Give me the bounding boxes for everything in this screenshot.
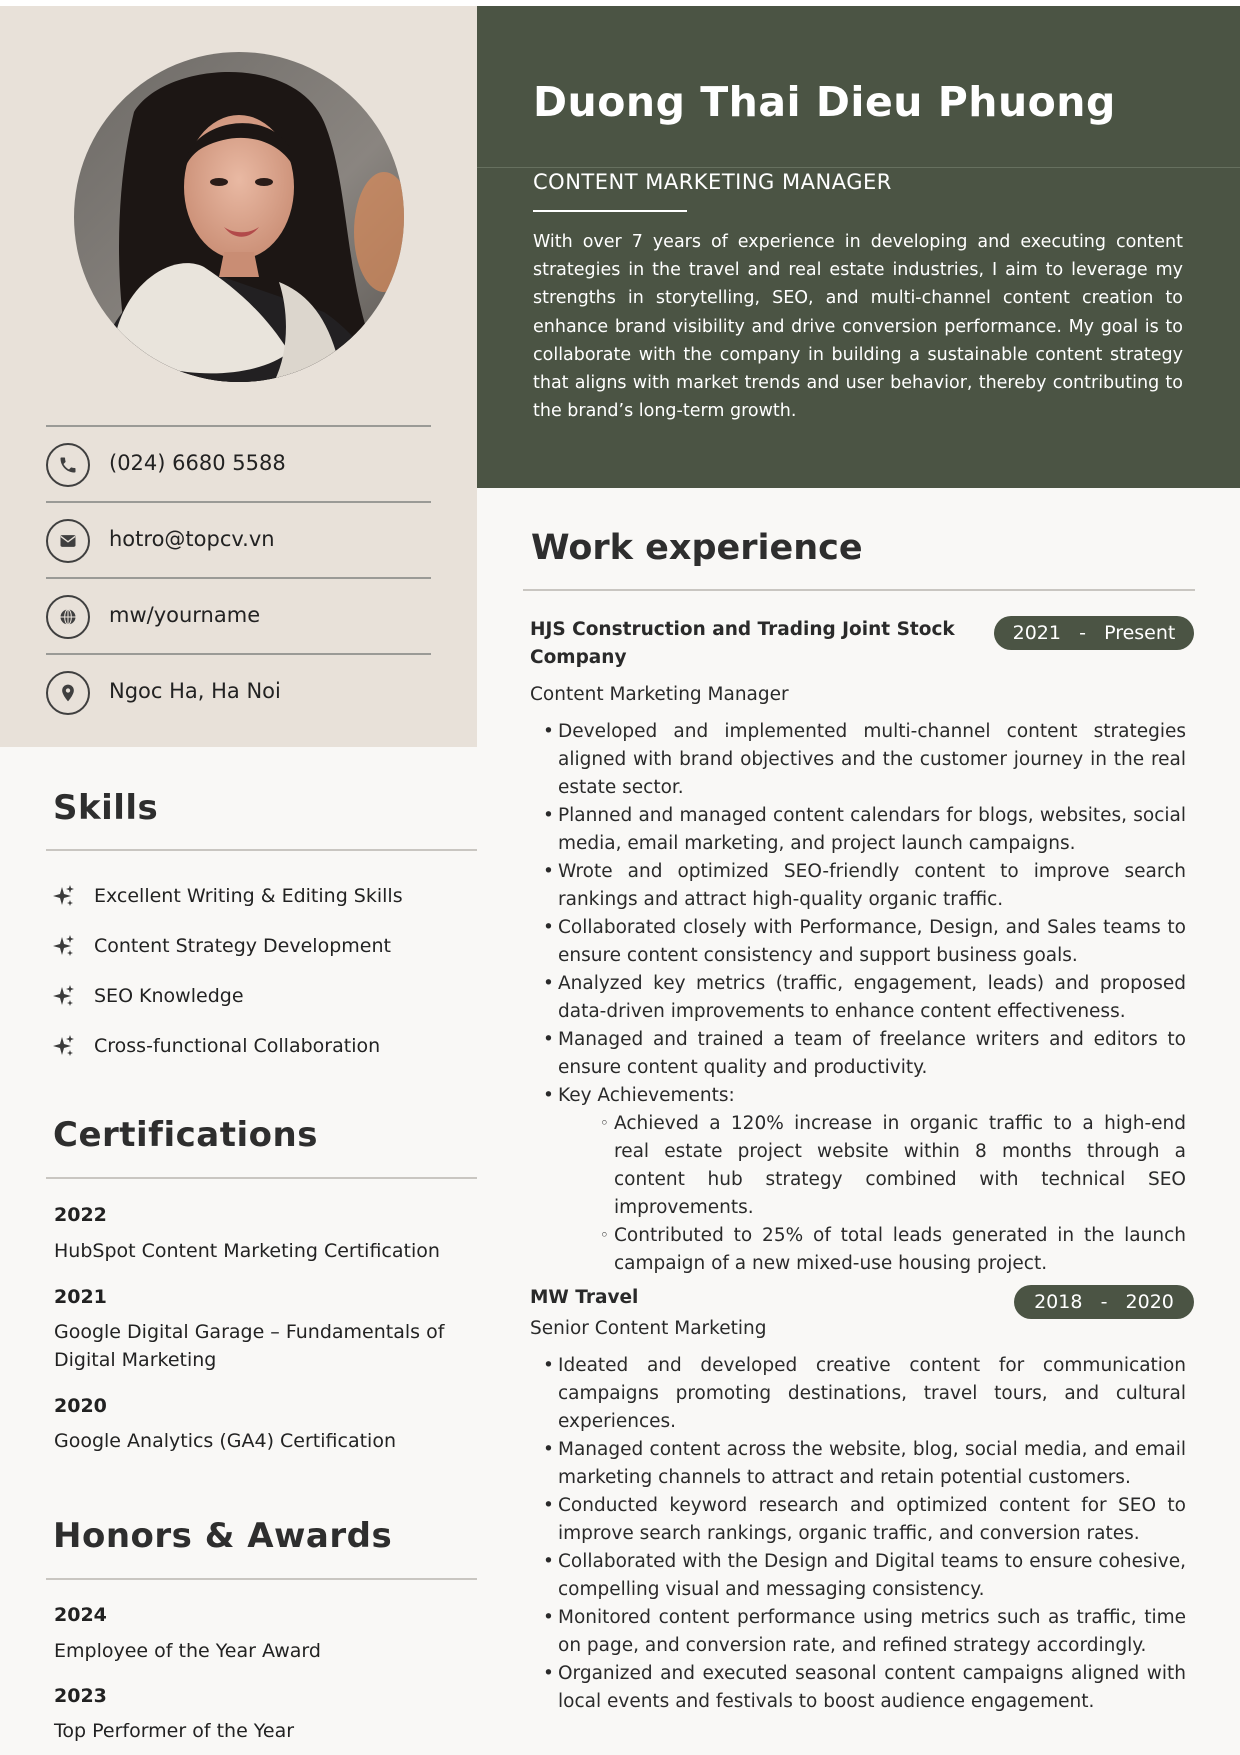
contact-list xyxy=(46,425,431,729)
header-panel xyxy=(477,6,1240,488)
skill-label: Excellent Writing & Editing Skills xyxy=(94,885,403,907)
job-responsibilities-list xyxy=(558,1352,1186,1716)
responsibility-item: • Planned and managed content calendars for blogs, websites, social media, email marketing, and project launch campaigns. xyxy=(558,802,1186,858)
phone-icon xyxy=(46,443,90,487)
work-experience-heading: Work experience xyxy=(531,528,863,568)
certification-name: Google Digital Garage – Fundamentals of Digital Marketing xyxy=(54,1321,445,1371)
certification-year: 2021 xyxy=(54,1286,107,1308)
skill-item xyxy=(50,1031,380,1061)
skill-item xyxy=(50,881,403,911)
job-responsibilities-list xyxy=(558,718,1186,1278)
job-title: Content Marketing Manager xyxy=(530,684,789,705)
skill-item xyxy=(50,981,244,1011)
job-period-badge: 2018 - 2020 xyxy=(1014,1285,1194,1319)
award-year: 2024 xyxy=(54,1604,107,1626)
awards-heading: Honors & Awards xyxy=(53,1516,393,1556)
job-company: MW Travel xyxy=(530,1287,639,1308)
responsibility-item: • Ideated and developed creative content for communication campaigns promoting destinations, travel tours, and cultural experiences. xyxy=(558,1352,1186,1436)
candidate-name: Duong Thai Dieu Phuong xyxy=(533,78,1116,126)
resume-page xyxy=(0,6,1240,1755)
contact-phone xyxy=(46,425,431,501)
key-achievements-item xyxy=(558,1082,1186,1278)
sparkle-icon xyxy=(50,1033,76,1059)
envelope-icon xyxy=(46,519,90,563)
skill-label: Cross-functional Collaboration xyxy=(94,1035,381,1057)
name-divider xyxy=(477,167,1240,168)
contact-address-text: Ngoc Ha, Ha Noi xyxy=(109,679,281,703)
achievement-item: ◦ Achieved a 120% increase in organic traffic to a high-end real estate project website within 8 months through a content hub strategy combined with technical SEO improvements. xyxy=(614,1110,1186,1222)
skills-divider xyxy=(46,849,477,851)
job-period-badge: 2021 - Present xyxy=(994,616,1194,650)
sparkle-icon xyxy=(50,883,76,909)
achievements-list xyxy=(614,1110,1186,1278)
profile-photo xyxy=(74,52,404,382)
responsibility-item: • Collaborated closely with Performance, Design, and Sales teams to ensure content consistency and support business goals. xyxy=(558,914,1186,970)
contact-website-text[interactable]: mw/yourname xyxy=(109,603,261,627)
location-pin-icon xyxy=(46,671,90,715)
award-year: 2023 xyxy=(54,1685,107,1707)
role-underline xyxy=(533,210,687,212)
award-name: Employee of the Year Award xyxy=(54,1640,321,1662)
globe-icon xyxy=(46,595,90,639)
skills-heading: Skills xyxy=(53,788,159,828)
responsibility-item: • Managed and trained a team of freelance writers and editors to ensure content quality and productivity. xyxy=(558,1026,1186,1082)
profile-summary: With over 7 years of experience in developing and executing content strategies in the travel and real estate industries, I aim to leverage my strengths in storytelling, SEO, and multi-channel content creation to enhance brand visibility and drive conversion performance. My goal is to collaborate with the company in building a sustainable content strategy that aligns with market trends and user behavior, thereby contributing to the brand’s long-term growth. xyxy=(533,232,1183,422)
job-title: Senior Content Marketing xyxy=(530,1318,767,1339)
awards-divider xyxy=(46,1578,477,1580)
responsibility-item: • Collaborated with the Design and Digital teams to ensure cohesive, compelling visual and messaging consistency. xyxy=(558,1548,1186,1604)
certification-name: HubSpot Content Marketing Certification xyxy=(54,1240,440,1262)
skill-label: SEO Knowledge xyxy=(94,985,244,1007)
sidebar-profile-panel xyxy=(0,6,477,747)
skill-item xyxy=(50,931,391,961)
responsibility-item: • Wrote and optimized SEO-friendly content to improve search rankings and attract high-quality organic traffic. xyxy=(558,858,1186,914)
candidate-role: CONTENT MARKETING MANAGER xyxy=(533,170,892,194)
certifications-divider xyxy=(46,1177,477,1179)
responsibility-item: • Developed and implemented multi-channel content strategies aligned with brand objectives and the customer journey in the real estate sector. xyxy=(558,718,1186,802)
certification-year: 2020 xyxy=(54,1395,107,1417)
contact-email-text[interactable]: hotro@topcv.vn xyxy=(109,527,275,551)
responsibility-item: • Managed content across the website, blog, social media, and email marketing channels to attract and retain potential customers. xyxy=(558,1436,1186,1492)
contact-phone-text: (024) 6680 5588 xyxy=(109,451,286,475)
certification-name: Google Analytics (GA4) Certification xyxy=(54,1430,396,1452)
responsibility-item: • Analyzed key metrics (traffic, engagement, leads) and proposed data-driven improvements to enhance content effectiveness. xyxy=(558,970,1186,1026)
job-company: HJS Construction and Trading Joint Stock Company xyxy=(530,619,955,668)
sparkle-icon xyxy=(50,983,76,1009)
skill-label: Content Strategy Development xyxy=(94,935,391,957)
certification-year: 2022 xyxy=(54,1204,107,1226)
achievement-item: ◦ Contributed to 25% of total leads generated in the launch campaign of a new mixed-use housing project. xyxy=(614,1222,1186,1278)
contact-email xyxy=(46,501,431,577)
contact-website xyxy=(46,577,431,653)
responsibility-item: • Monitored content performance using metrics such as traffic, time on page, and conversion rate, and refined strategy accordingly. xyxy=(558,1604,1186,1660)
key-achievements-label: Key Achievements: xyxy=(558,1085,735,1106)
responsibility-item: • Conducted keyword research and optimized content for SEO to improve search rankings, organic traffic, and conversion rates. xyxy=(558,1492,1186,1548)
certifications-heading: Certifications xyxy=(53,1115,318,1155)
contact-address xyxy=(46,653,431,729)
work-experience-divider xyxy=(523,589,1195,591)
responsibility-item: • Organized and executed seasonal content campaigns aligned with local events and festivals to boost audience engagement. xyxy=(558,1660,1186,1716)
sparkle-icon xyxy=(50,933,76,959)
award-name: Top Performer of the Year xyxy=(54,1720,295,1742)
